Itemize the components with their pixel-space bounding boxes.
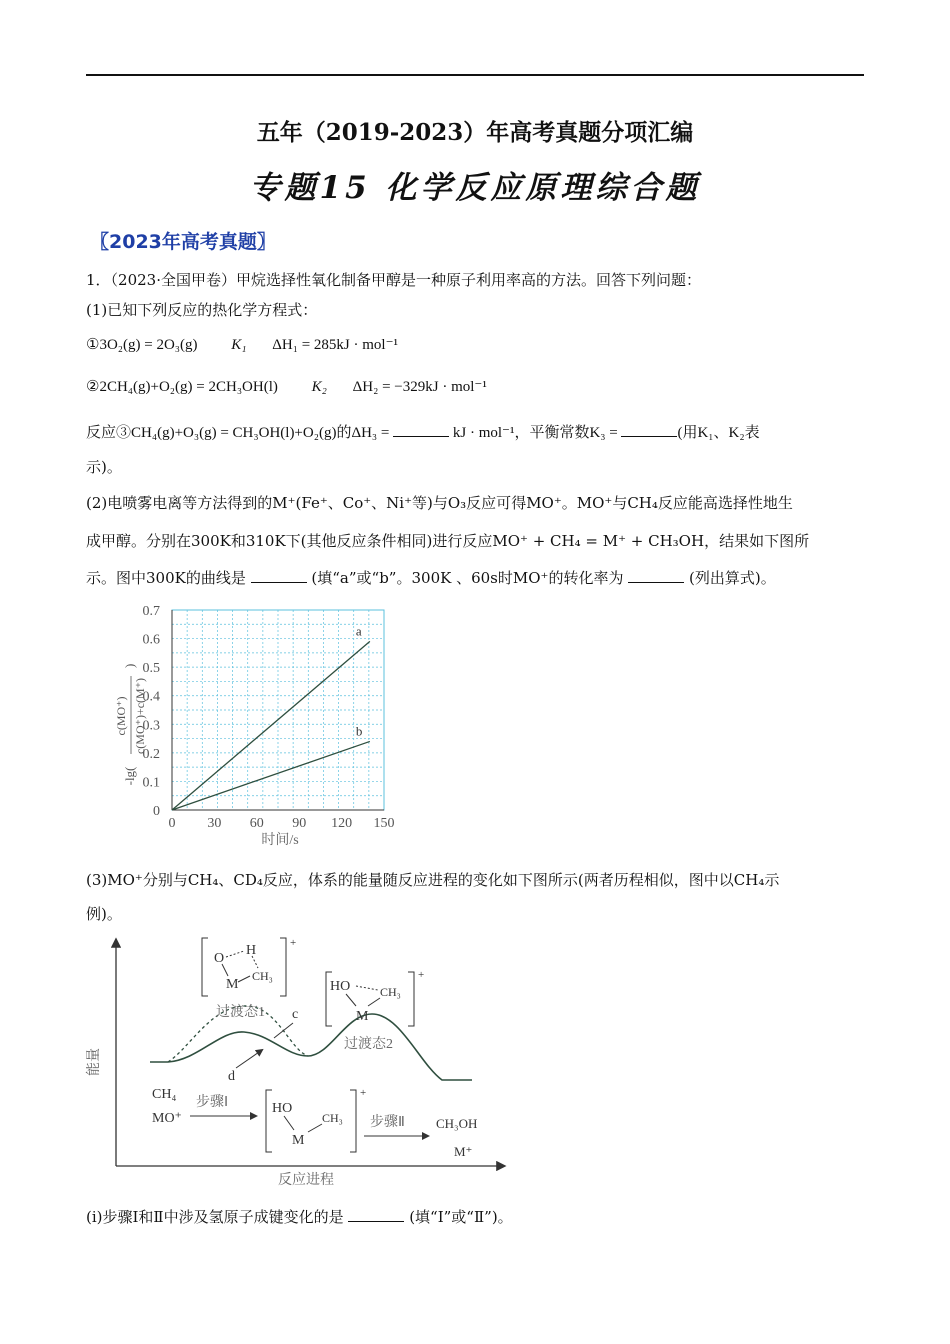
ts1-ch3: CH₃	[252, 969, 273, 983]
curve-label-c: c	[292, 1007, 299, 1022]
ts2-ho: HO	[330, 979, 351, 994]
int-ch3: CH₃	[322, 1111, 343, 1125]
y-tick-label: 0.4	[142, 689, 160, 705]
reactant-ch4: CH₄	[152, 1087, 177, 1102]
part2-line3-mid: (填“a”或“b”。300K 、60s时MO⁺的转化率为	[311, 569, 624, 587]
x-tick-labels	[169, 816, 395, 831]
part1-prompt: (1)已知下列反应的热化学方程式：	[86, 301, 318, 319]
part3i-post: (填“Ⅰ”或“Ⅱ”)。	[409, 1208, 513, 1226]
step2-label: 步骤Ⅱ	[370, 1115, 405, 1130]
y-label-prefix: -lg(	[122, 766, 137, 786]
eq2-formula: 2CH₄(g)+O₂(g) = 2CH₃OH(l)	[99, 379, 278, 395]
part3-line1: (3)MO⁺分别与CH₄、CD₄反应，体系的能量随反应进程的变化如下图所示(两者历程相似，图中以CH₄示	[86, 871, 780, 889]
chart-grid	[172, 610, 384, 810]
curve-label-d: d	[228, 1069, 235, 1084]
equation-1	[86, 335, 398, 355]
series-label-b: b	[355, 723, 363, 739]
reactant-mo: MO⁺	[152, 1111, 182, 1126]
eq3-unit: kJ · mol⁻¹，平衡常数K₃ =	[452, 425, 618, 441]
eq3-formula: CH₄(g)+O₃(g) = CH₃OH(l)+O₂(g)	[131, 425, 337, 441]
answer-blank-k3[interactable]	[621, 422, 677, 437]
topic-title: 专题15 化学反应原理综合题	[249, 170, 701, 206]
intermediate-structure	[266, 1087, 366, 1152]
x-tick-label: 120	[331, 816, 353, 831]
x-axis-label: 时间/s	[261, 833, 299, 848]
eq1-dh: ΔH₁ = 285kJ · mol⁻¹	[272, 337, 399, 353]
section-heading: 〖2023年高考真题〗	[90, 231, 276, 253]
part3i-line	[86, 1207, 513, 1227]
conversion-time-chart	[100, 598, 410, 850]
question-intro: 1．（2023·全国甲卷）甲烷选择性氧化制备甲醇是一种原子利用率高的方法。回答下列问题：	[86, 271, 701, 289]
eq1-formula: 3O₂(g) = 2O₃(g)	[99, 337, 198, 353]
part3-line2: 例)。	[86, 905, 122, 923]
ts1-label: 过渡态1	[216, 1005, 265, 1020]
eq3-continuation: 示)。	[86, 458, 122, 476]
y-tick-label: 0	[153, 804, 160, 819]
int-ho: HO	[272, 1101, 293, 1116]
ts1-h: H	[246, 943, 257, 958]
energy-curve-main	[150, 1014, 472, 1080]
y-tick-label: 0.1	[142, 775, 160, 791]
answer-blank-curve[interactable]	[251, 568, 307, 583]
ts1-charge: +	[290, 937, 297, 949]
ts2-structure	[326, 969, 424, 1026]
pointer-c	[274, 1023, 293, 1038]
ts2-label: 过渡态2	[344, 1037, 393, 1052]
ts2-m: M	[356, 1009, 369, 1024]
eq3-dh-label: 的ΔH₃ =	[336, 425, 390, 441]
x-tick-label: 30	[207, 816, 222, 831]
y-tick-label: 0.6	[142, 632, 160, 648]
x-tick-label: 60	[249, 816, 264, 831]
answer-blank-step[interactable]	[348, 1207, 404, 1222]
eq2-dh: ΔH₂ = −329kJ · mol⁻¹	[352, 379, 487, 395]
x-tick-label: 90	[292, 816, 307, 831]
answer-blank-conversion[interactable]	[628, 568, 684, 583]
reaction-axis-label: 反应进程	[278, 1173, 334, 1188]
eq1-marker: ①	[86, 337, 100, 353]
energy-axis-label: 能量	[87, 1048, 102, 1076]
y-tick-label: 0.3	[142, 718, 160, 734]
product-m: M⁺	[454, 1144, 473, 1159]
y-label-denominator: c(MO⁺)+c(M⁺)	[133, 677, 147, 755]
eq1-k: K₁	[231, 337, 247, 353]
ts1-o: O	[214, 951, 225, 966]
x-tick-label: 0	[168, 816, 176, 831]
y-tick-label: 0.5	[142, 661, 160, 677]
y-tick-label: 0.2	[142, 746, 160, 762]
ts1-m: M	[226, 977, 239, 992]
eq2-k: K₂	[311, 379, 327, 395]
int-m: M	[292, 1133, 305, 1148]
part2-line3-pre: 示。图中300K的曲线是	[86, 569, 246, 587]
eq2-marker: ②	[86, 379, 100, 395]
pointer-d	[236, 1050, 262, 1068]
part2-line2: 成甲醇。分别在300K和310K下(其他反应条件相同)进行反应MO⁺ + CH₄ = M⁺ + CH₃OH，结果如下图所	[86, 532, 810, 550]
top-rule	[86, 74, 864, 76]
y-label-numerator: c(MO⁺)	[114, 696, 128, 736]
y-label-suffix: )	[122, 663, 137, 668]
series-label-a: a	[355, 623, 362, 639]
equation-3-line	[86, 422, 760, 443]
part2-line3-post: (列出算式)。	[689, 569, 776, 587]
ts2-charge: +	[418, 969, 425, 981]
x-tick-label: 150	[373, 816, 395, 831]
step1-label: 步骤Ⅰ	[196, 1095, 229, 1110]
part2-line3	[86, 568, 776, 588]
int-charge: +	[360, 1087, 367, 1099]
y-tick-label: 0.7	[142, 604, 160, 619]
energy-profile-diagram	[80, 930, 520, 1192]
eq3-suffix: (用K₁、K₂表	[677, 425, 760, 441]
eq3-prefix: 反应③	[86, 425, 132, 441]
part2-line1: (2)电喷雾电离等方法得到的M⁺(Fe⁺、Co⁺、Ni⁺等)与O₃反应可得MO⁺。MO⁺与CH₄反应能高选择性地生	[86, 494, 793, 512]
ts2-ch3: CH₃	[380, 985, 401, 999]
product-ch3oh: CH₃OH	[436, 1116, 478, 1131]
ts1-structure	[202, 937, 296, 996]
equation-2	[86, 377, 487, 397]
answer-blank-dh3[interactable]	[393, 422, 449, 437]
y-axis-label	[114, 664, 147, 786]
part3i-pre: (ⅰ)步骤Ⅰ和Ⅱ中涉及氢原子成键变化的是	[86, 1208, 344, 1226]
page-title: 五年（2019-2023）年高考真题分项汇编	[256, 119, 694, 146]
